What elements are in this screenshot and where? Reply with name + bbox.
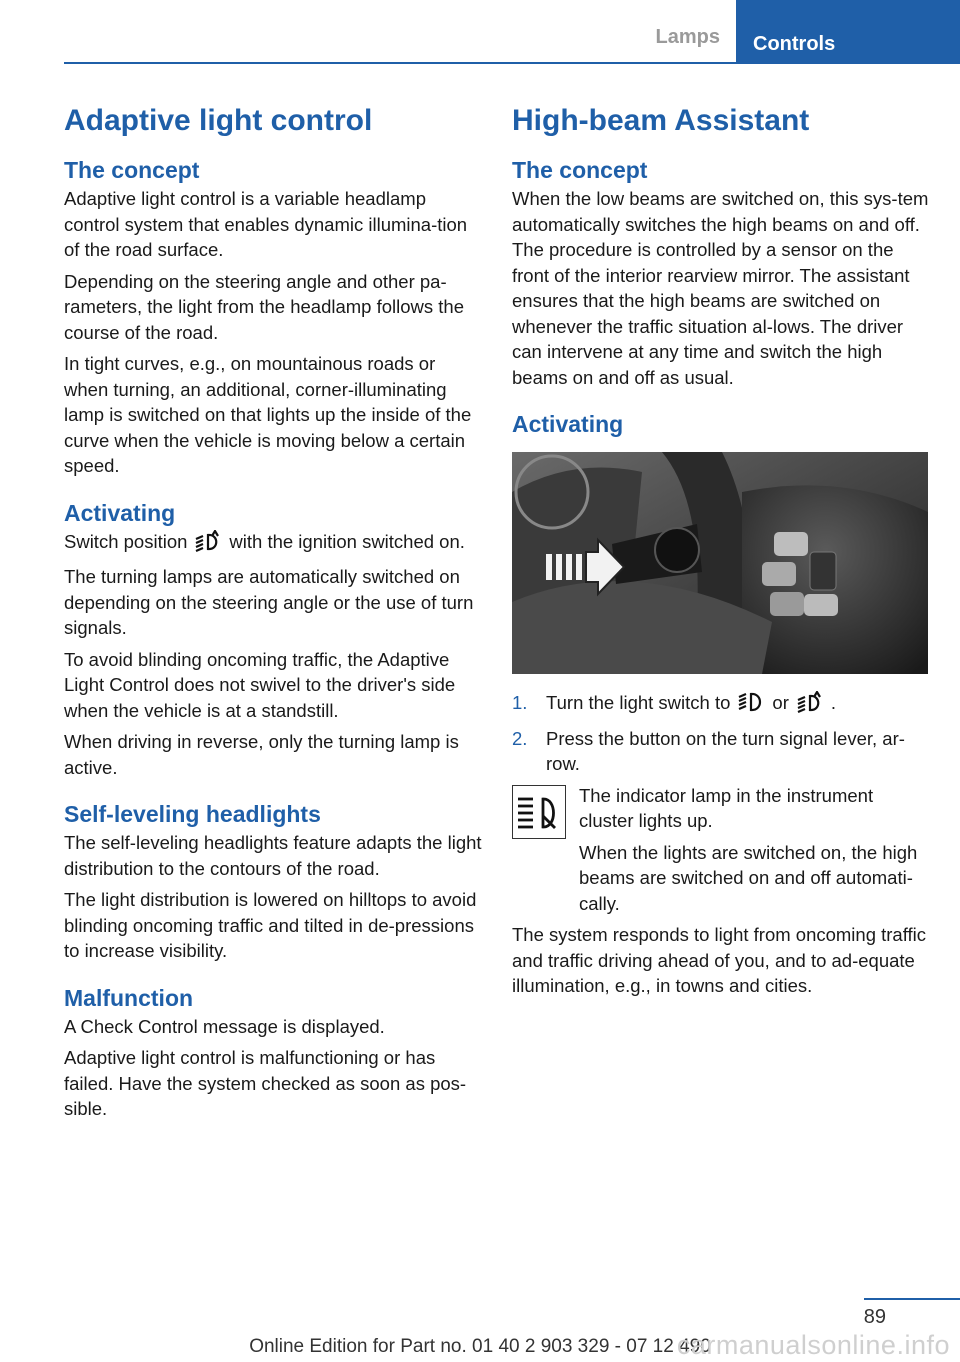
activating-paragraph-1 — [64, 529, 482, 559]
self-leveling-paragraph-2: The light distribution is lowered on hilltops to avoid blinding oncoming traffic and tilted in de-pressions to increase visibility. — [64, 889, 477, 961]
right-column — [512, 100, 930, 1005]
step-1-text-before: Turn the light switch to — [546, 692, 731, 713]
indicator-text: The indicator lamp in the instrument cluster lights up. — [579, 784, 874, 831]
activating-heading: Activating — [64, 499, 176, 526]
edition-line: Online Edition for Part no. 01 40 2 903 329 - 07 12 490 — [249, 1336, 711, 1357]
malfunction-paragraph-2: Adaptive light control is malfunctioning or has failed. Have the system checked as soon as pos-sible. — [64, 1047, 467, 1119]
low-beam-auto-icon — [797, 691, 823, 720]
indicator-note — [512, 783, 930, 917]
concept-paragraph-2: Depending on the steering angle and other pa-rameters, the light from the headlamp follows the course of the road. — [64, 270, 464, 343]
low-beam-auto-icon — [195, 530, 221, 559]
activating-paragraph-2: The turning lamps are automatically switched on depending on the steering angle or the use of turn signals. — [64, 566, 474, 638]
page-footer — [0, 1290, 960, 1362]
step-1-number: 1. — [512, 692, 528, 713]
malfunction-heading: Malfunction — [64, 984, 194, 1011]
activating-paragraph-3: To avoid blinding oncoming traffic, the Adaptive Light Control does not swivel to the driver's side when the vehicle is at a standstill. — [64, 648, 456, 721]
watermark: carmanualsonline.info — [676, 1330, 950, 1360]
step-1-text-after: . — [830, 692, 836, 713]
activating-text-after: with the ignition switched on. — [229, 530, 465, 552]
footer-rule — [864, 1298, 960, 1300]
malfunction-paragraph-1: A Check Control message is displayed. — [64, 1015, 385, 1037]
page-header — [64, 0, 960, 64]
page-number: 89 — [863, 1306, 886, 1328]
hb-concept-heading: The concept — [512, 157, 648, 183]
hb-concept-paragraph: When the low beams are switched on, this sys-tem automatically switches the high beams on and off. The procedure is controlled by a sensor on the front of the interior rearview mirror. The assistant ensures that the high beams are switched on whenever the traffic situation al-lows. The driver can intervene at any time and switch the high beams on and off as usual. — [512, 188, 929, 388]
turn-signal-lever-photo — [512, 452, 928, 674]
adaptive-light-title: Adaptive light control — [64, 104, 373, 137]
high-beam-title: High-beam Assistant — [512, 104, 810, 137]
section-tab-controls: Controls — [736, 0, 960, 62]
system-responds-paragraph: The system responds to light from oncoming traffic and traffic driving ahead of you, and to ad-equate illumination, e.g., in towns and cities. — [512, 924, 927, 996]
activating-paragraph-4: When driving in reverse, only the turning lamp is active. — [64, 731, 459, 778]
step-2-text: Press the button on the turn signal lever, ar-row. — [546, 727, 905, 774]
low-beam-icon — [738, 691, 764, 720]
self-leveling-paragraph-1: The self-leveling headlights feature adapts the light distribution to the contours of the road. — [64, 832, 482, 879]
left-column — [64, 100, 482, 1128]
step-1 — [512, 690, 930, 720]
step-2 — [512, 726, 930, 777]
section-tab-lamps: Lamps — [655, 26, 720, 48]
concept-paragraph-1: Adaptive light control is a variable headlamp control system that enables dynamic illumina-tion of the road surface. — [64, 188, 468, 260]
step-1-or: or — [772, 692, 789, 713]
concept-heading: The concept — [64, 157, 200, 183]
high-beam-assistant-indicator-icon — [512, 785, 566, 839]
activation-steps — [512, 690, 930, 777]
hb-activating-heading: Activating — [512, 411, 624, 437]
indicator-follow-text: When the lights are switched on, the high beams are switched on and off automati-cally. — [579, 841, 918, 914]
concept-paragraph-3: In tight curves, e.g., on mountainous roads or when turning, an additional, corner-illuminating lamp is switched on that lights up the inside of the curve when the vehicle is moving below a certain speed. — [64, 353, 472, 476]
step-2-number: 2. — [512, 727, 528, 749]
self-leveling-heading: Self-leveling headlights — [64, 801, 321, 827]
activating-text-before: Switch position — [64, 530, 188, 552]
